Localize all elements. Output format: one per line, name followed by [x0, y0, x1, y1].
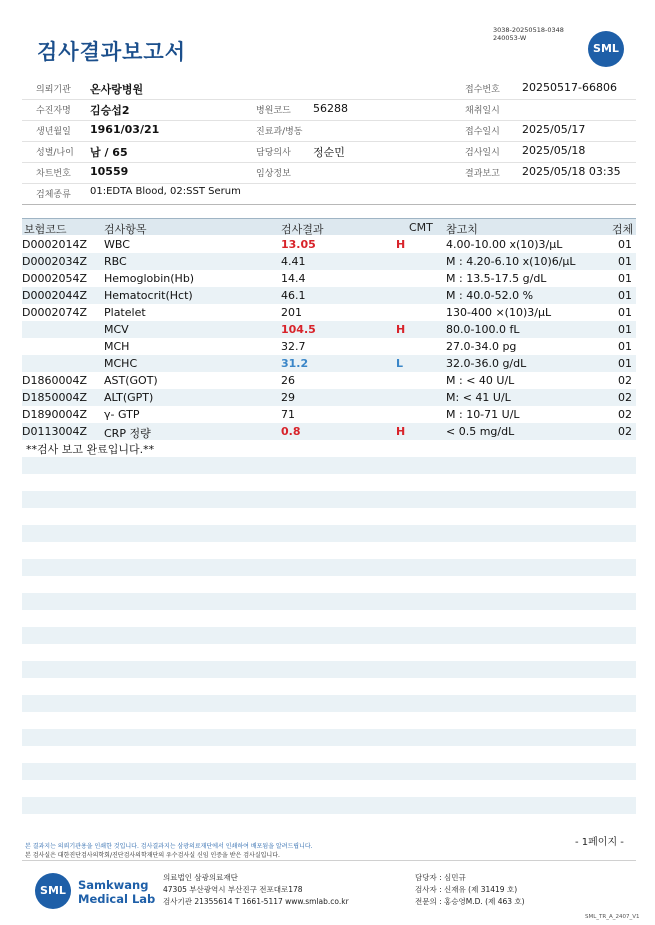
- receipt-date-value: 2025/05/17: [522, 123, 586, 136]
- row-result: 26: [281, 374, 295, 387]
- clinical-label: 임상정보: [256, 169, 291, 179]
- staff-line-2: 검사자 : 신재유 (제 31419 호): [415, 885, 518, 894]
- row-result: 14.4: [281, 272, 306, 285]
- row-result: 104.5: [281, 323, 316, 336]
- table-row: [22, 406, 636, 423]
- patient-label: 수진자명: [36, 106, 71, 116]
- col-item: 검사항목: [104, 223, 147, 236]
- row-code: D0002074Z: [22, 306, 87, 319]
- row-result: 0.8: [281, 425, 301, 438]
- footer-note-1: 본 결과지는 의뢰기관용을 인쇄한 것입니다. 검사결과지는 삼광의료재단에서 인쇄하여 배포됨을 알려드립니다.: [25, 843, 313, 850]
- empty-row: [22, 729, 636, 746]
- form-code: SML_TR_A_2407_V1: [585, 914, 640, 920]
- row-flag: H: [396, 323, 406, 336]
- empty-row: [22, 695, 636, 712]
- addr-line-2: 47305 부산광역시 부산진구 전포대로178: [163, 885, 303, 894]
- row-item: Hematocrit(Hct): [104, 289, 193, 302]
- addr-line-1: 의료법인 삼광의료재단: [163, 873, 238, 882]
- results-table-header: [22, 218, 636, 235]
- row-spec: 01: [618, 272, 632, 285]
- doctor-label: 담당의사: [256, 148, 291, 158]
- row-item: WBC: [104, 238, 130, 251]
- row-code: D1860004Z: [22, 374, 87, 387]
- sex-age-value: 남 / 65: [90, 146, 128, 159]
- empty-row: [22, 525, 636, 542]
- row-item: RBC: [104, 255, 127, 268]
- row-ref: M : < 40 U/L: [446, 374, 515, 387]
- row-result: 31.2: [281, 357, 309, 370]
- table-row: [22, 338, 636, 355]
- col-cmt: CMT: [409, 221, 433, 234]
- empty-row: [22, 763, 636, 780]
- table-row: [22, 287, 636, 304]
- row-spec: 02: [618, 408, 632, 421]
- row-ref: M: < 41 U/L: [446, 391, 511, 404]
- row-spec: 01: [618, 238, 632, 251]
- row-item: MCH: [104, 340, 130, 353]
- row-code: D1850004Z: [22, 391, 87, 404]
- row-spec: 01: [618, 289, 632, 302]
- row-result: 29: [281, 391, 295, 404]
- row-ref: < 0.5 mg/dL: [446, 425, 515, 438]
- table-row: [22, 270, 636, 287]
- row-result: 32.7: [281, 340, 306, 353]
- empty-row: [22, 797, 636, 814]
- table-row: [22, 304, 636, 321]
- hospital-value: 온사랑병원: [90, 83, 144, 96]
- report-complete-note: **검사 보고 완료입니다.**: [26, 443, 155, 456]
- footer-note-2: 본 검사실은 대한진단검사의학회/진단검사의학재단의 우수검사실 신임 인증을 받은 검사실입니다.: [25, 852, 280, 859]
- sml-logo: SML: [588, 31, 624, 67]
- row-ref: M : 4.20-6.10 x(10)6/μL: [446, 255, 576, 268]
- info-row-4: [22, 141, 636, 163]
- staff-line-3: 전문의 : 홍승영M.D. (제 463 호): [415, 897, 525, 906]
- dept-label: 진료과/병동: [256, 127, 303, 137]
- empty-row: [22, 593, 636, 610]
- footer-divider: [22, 860, 636, 861]
- table-row: [22, 321, 636, 338]
- empty-row: [22, 457, 636, 474]
- table-row: [22, 389, 636, 406]
- row-item: AST(GOT): [104, 374, 158, 387]
- page-title: 검사결과보고서: [37, 40, 187, 64]
- dob-value: 1961/03/21: [90, 123, 160, 136]
- receipt-no-label: 접수번호: [465, 85, 500, 95]
- row-code: D0002044Z: [22, 289, 87, 302]
- row-result: 71: [281, 408, 295, 421]
- row-item: ALT(GPT): [104, 391, 154, 404]
- staff-line-1: 담당자 : 심민규: [415, 873, 466, 882]
- hospital-label: 의뢰기관: [36, 85, 71, 95]
- empty-row: [22, 627, 636, 644]
- table-row: [22, 253, 636, 270]
- info-row-3: [22, 120, 636, 142]
- row-flag: H: [396, 238, 406, 251]
- chart-value: 10559: [90, 165, 129, 178]
- empty-row: [22, 559, 636, 576]
- patient-value: 김승섭2: [90, 104, 130, 117]
- row-item: CRP 정량: [104, 427, 151, 440]
- row-ref: 32.0-36.0 g/dL: [446, 357, 527, 370]
- chart-label: 차트번호: [36, 169, 71, 179]
- specimen-value: 01:EDTA Blood, 02:SST Serum: [90, 186, 241, 197]
- brand-name: [78, 878, 155, 906]
- row-item: MCHC: [104, 357, 138, 370]
- row-flag: H: [396, 425, 406, 438]
- report-date-value: 2025/05/18 03:35: [522, 165, 621, 178]
- doctor-value: 정순민: [313, 146, 345, 159]
- empty-row: [22, 491, 636, 508]
- dob-label: 생년월일: [36, 127, 71, 137]
- col-result: 검사결과: [281, 223, 324, 236]
- specimen-label: 검체종류: [36, 190, 71, 200]
- footer-address: [163, 872, 349, 908]
- row-spec: 01: [618, 357, 632, 370]
- row-spec: 01: [618, 323, 632, 336]
- row-code: D0002054Z: [22, 272, 87, 285]
- report-date-label: 결과보고: [465, 169, 500, 179]
- row-code: D0002034Z: [22, 255, 87, 268]
- row-result: 13.05: [281, 238, 316, 251]
- row-spec: 01: [618, 306, 632, 319]
- receipt-date-label: 접수일시: [465, 127, 500, 137]
- report-code-line2: 240053-W: [493, 34, 527, 42]
- row-spec: 02: [618, 374, 632, 387]
- info-row-5: [22, 162, 636, 184]
- row-ref: 4.00-10.00 x(10)3/μL: [446, 238, 563, 251]
- row-item: Hemoglobin(Hb): [104, 272, 195, 285]
- footer-staff: [415, 872, 525, 908]
- report-code-line1: 3038-20250518-0348: [493, 26, 564, 34]
- row-code: D1890004Z: [22, 408, 87, 421]
- row-ref: M : 13.5-17.5 g/dL: [446, 272, 547, 285]
- row-code: D0002014Z: [22, 238, 87, 251]
- col-ref: 참고치: [446, 223, 478, 236]
- hosp-code-value: 56288: [313, 102, 348, 115]
- row-item: MCV: [104, 323, 129, 336]
- row-ref: 130-400 ×(10)3/μL: [446, 306, 552, 319]
- sex-age-label: 성별/나이: [36, 148, 74, 158]
- row-ref: M : 10-71 U/L: [446, 408, 520, 421]
- row-flag: L: [396, 357, 404, 370]
- info-row-2: [22, 99, 636, 121]
- table-row: [22, 423, 636, 440]
- table-row: [22, 372, 636, 389]
- receipt-no-value: 20250517-66806: [522, 81, 617, 94]
- row-spec: 02: [618, 391, 632, 404]
- test-date-value: 2025/05/18: [522, 144, 586, 157]
- table-row: [22, 355, 636, 372]
- addr-line-3: 검사기관 21355614 T 1661-5117 www.smlab.co.kr: [163, 897, 349, 906]
- col-code: 보험코드: [24, 223, 67, 236]
- row-result: 4.41: [281, 255, 306, 268]
- row-spec: 02: [618, 425, 632, 438]
- row-ref: M : 40.0-52.0 %: [446, 289, 534, 302]
- info-row-6: [22, 183, 636, 205]
- page-number: - 1페이지 -: [575, 837, 624, 848]
- row-spec: 01: [618, 255, 632, 268]
- collect-date-label: 채취일시: [465, 106, 500, 116]
- row-result: 201: [281, 306, 302, 319]
- hosp-code-label: 병원코드: [256, 106, 291, 116]
- col-specimen: 검체: [612, 223, 634, 236]
- empty-row: [22, 661, 636, 678]
- row-ref: 27.0-34.0 pg: [446, 340, 517, 353]
- info-row-1: [22, 78, 636, 100]
- row-item: γ- GTP: [104, 408, 140, 421]
- row-item: Platelet: [104, 306, 146, 319]
- report-code: [493, 26, 564, 42]
- table-row: [22, 236, 636, 253]
- brand-line-2: Medical Lab: [78, 892, 156, 906]
- test-date-label: 검사일시: [465, 148, 500, 158]
- row-spec: 01: [618, 340, 632, 353]
- sml-footer-logo: SML: [35, 873, 71, 909]
- brand-line-1: Samkwang: [78, 878, 149, 892]
- row-code: D0113004Z: [22, 425, 87, 438]
- row-result: 46.1: [281, 289, 306, 302]
- row-ref: 80.0-100.0 fL: [446, 323, 520, 336]
